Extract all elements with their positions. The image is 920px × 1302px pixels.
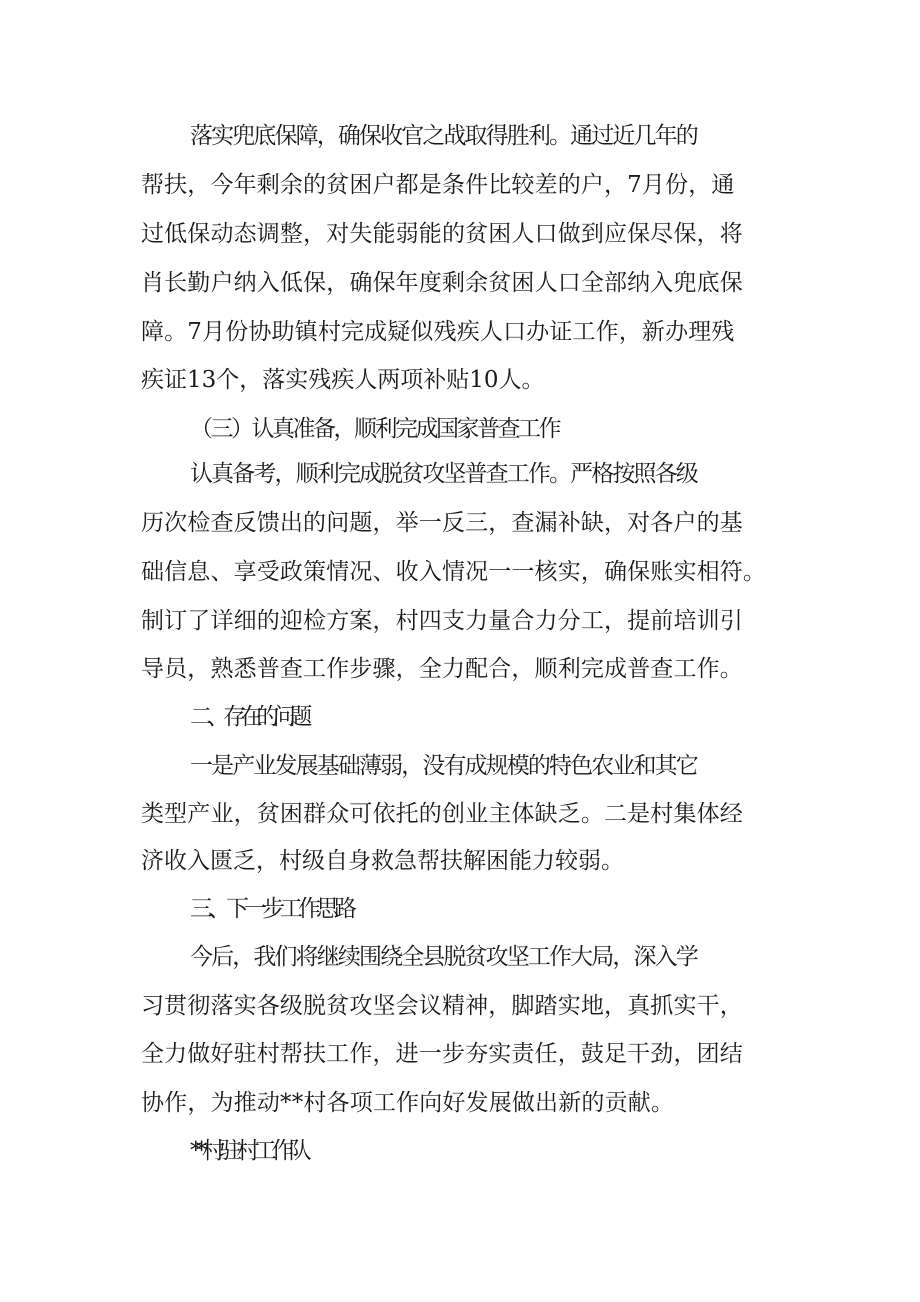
- paragraph-1-line-2: 帮扶，今年剩余的贫困户都是条件比较差的户，7月份，通: [141, 172, 735, 198]
- paragraph-2-line-3: 础信息、享受政策情况、收入情况一一核实，确保账实相符。: [141, 559, 767, 585]
- paragraph-2-line-5: 导员，熟悉普查工作步骤，全力配合，顺利完成普查工作。: [141, 656, 743, 682]
- paragraph-2-line-1: 认真备考，顺利完成脱贫攻坚普查工作。严格按照各级: [190, 461, 697, 487]
- paragraph-3-line-1: 一是产业发展基础薄弱，没有成规模的特色农业和其它: [190, 753, 697, 779]
- paragraph-2-line-4: 制订了详细的迎检方案，村四支力量合力分工，提前培训引: [141, 608, 743, 634]
- paragraph-1-line-1: 落实兜底保障，确保收官之战取得胜利。通过近几年的: [190, 123, 697, 149]
- paragraph-1-line-3: 过低保动态调整，对失能弱能的贫困人口做到应保尽保，将: [141, 221, 743, 247]
- paragraph-4-line-3: 全力做好驻村帮扶工作，进一步夯实责任，鼓足干劲，团结: [141, 1041, 743, 1067]
- paragraph-3-line-3: 济收入匮乏，村级自身救急帮扶解困能力较弱。: [141, 848, 624, 874]
- signature-line: **村驻村工作队: [190, 1138, 306, 1164]
- section-heading-next-steps: 三、下一步工作思路: [190, 896, 352, 922]
- paragraph-4-line-1: 今后，我们将继续围绕全县脱贫攻坚工作大局，深入学: [190, 944, 697, 970]
- section-heading-problems: 二、存在的问题: [190, 704, 306, 730]
- paragraph-1-line-4: 肖长勤户纳入低保，确保年度剩余贫困人口全部纳入兜底保: [141, 270, 743, 296]
- paragraph-2-line-2: 历次检查反馈出的问题，举一反三，查漏补缺，对各户的基: [141, 510, 743, 536]
- paragraph-3-line-2: 类型产业，贫困群众可依托的创业主体缺乏。二是村集体经: [141, 801, 743, 827]
- paragraph-4-line-4: 协作，为推动**村各项工作向好发展做出新的贡献。: [141, 1090, 675, 1116]
- paragraph-1-line-6: 疾证13个，落实残疾人两项补贴10人。: [141, 367, 545, 393]
- section-subheading: （三）认真准备，顺利完成国家普查工作: [190, 416, 559, 442]
- paragraph-4-line-2: 习贯彻落实各级脱贫攻坚会议精神，脚踏实地，真抓实干，: [141, 993, 743, 1019]
- paragraph-1-line-5: 障。7月份协助镇村完成疑似残疾人口办证工作，新办理残: [141, 319, 735, 345]
